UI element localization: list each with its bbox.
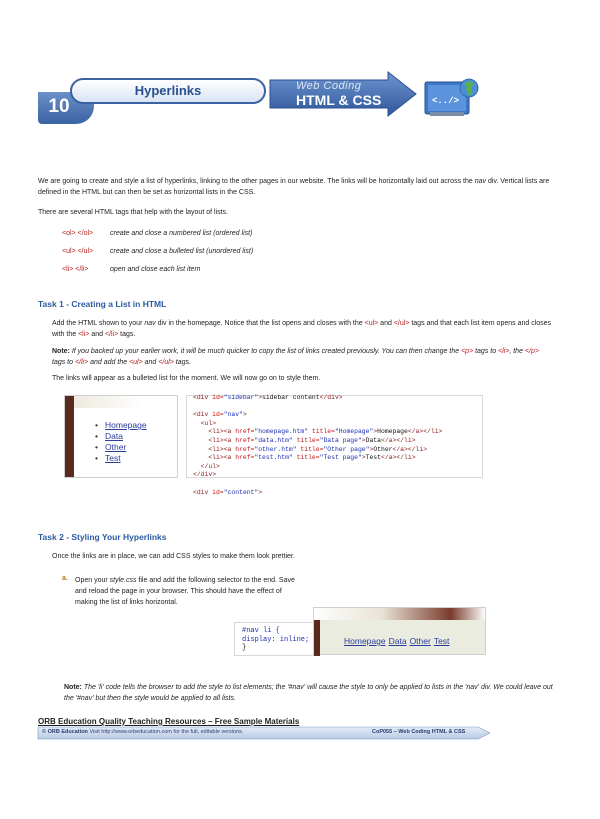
task-1-paragraph — [52, 318, 552, 340]
screenshot-2-banner — [314, 608, 485, 620]
screenshot-banner — [65, 396, 177, 408]
note-text-g: tags. — [173, 359, 191, 366]
code-line: <div id="nav"> — [193, 411, 247, 419]
note-tag-li-close: </li> — [74, 359, 89, 366]
screenshot-sidebar — [65, 396, 74, 477]
task-2-paragraph: Once the links are in place, we can add CSS styles to make them look prettier. — [52, 553, 295, 560]
inline-link-other[interactable]: Other — [409, 636, 431, 646]
tag-ol: <ol> </ol> — [62, 230, 94, 237]
css-selector: #nav li { — [242, 627, 280, 635]
footer-right: CoP055 – Web Coding HTML & CSS — [372, 729, 466, 735]
intro-text-cont: div. Vertical lists are defined in the HTML but can then be set as horizontal lists in the CSS. — [38, 178, 550, 196]
footer-visit-text[interactable]: Visit http://www.orbeducation.com for the full, editable versions. — [87, 729, 244, 735]
tag-ul: <ul> </ul> — [62, 248, 94, 255]
list-link-other[interactable]: • Other — [95, 442, 147, 453]
footer-title: ORB Education Quality Teaching Resources – Free Sample Materials — [38, 717, 300, 726]
t1-text-f: tags. — [118, 331, 136, 338]
t1-tag-li-open: <li> — [78, 331, 90, 338]
t1-text-b: div in the homepage. Notice that the list opens and closes with the — [155, 320, 365, 327]
step-a-text-2: file and add the following selector to the end. Save and reload the page in your browser. This should have the effect of making the list of links horizontal. — [75, 577, 295, 606]
intro-text: We are going to create and style a list of hyperlinks, linking to the other pages in our website. The links will be horizontally laid out across the — [38, 178, 475, 185]
note-2-text: The 'li' code tells the browser to add the style to list elements; the '#nav' will cause the style to only be applied to lists in the 'nav' div. We could leave out the '#nav' but then the style would be applied to all lists. — [64, 684, 553, 702]
monitor-globe-icon — [424, 78, 478, 120]
screenshot-2-sidebar — [314, 620, 320, 656]
task-1-heading: Task 1 - Creating a List in HTML — [38, 299, 167, 309]
note-text-a: If you backed up your earlier work, it will be much quicker to copy the list of links created previously. You can then change the — [69, 348, 462, 355]
inline-link-homepage[interactable]: Homepage — [344, 636, 386, 646]
tag-ol-desc: create and close a numbered list (ordered list) — [110, 230, 253, 237]
t1-tag-li-close: </li> — [104, 331, 119, 338]
code-line: <div id="content"> — [193, 488, 263, 496]
brand-web-coding: Web Coding — [296, 80, 362, 92]
css-code-block — [234, 622, 316, 656]
note-text-f: and — [142, 359, 159, 366]
tag-ul-desc: create and close a bulleted list (unordered list) — [110, 248, 254, 255]
task-1-paragraph-2: The links will appear as a bulleted list for the moment. We will now go on to style them. — [52, 375, 321, 382]
step-a-filename: style.css — [109, 577, 137, 584]
code-line: <li><a href="homepage.htm" title="Homepage">Homepage</a></li> — [208, 428, 443, 436]
step-a-text — [75, 575, 305, 608]
note-text-b: tags to — [473, 348, 499, 355]
task-1-note — [52, 346, 552, 368]
code-line: </div> — [193, 471, 217, 479]
step-a-label: a. — [62, 575, 68, 582]
tag-li-desc: open and close each list item — [110, 266, 201, 273]
note-tag-p-close: </p> — [524, 348, 539, 355]
t1-nav-term: nav — [144, 320, 156, 327]
t1-text-a: Add the HTML shown to your — [52, 320, 145, 327]
footer-left — [42, 729, 243, 735]
code-line: <li><a href="test.htm" title="Test page">Test</a></li> — [208, 454, 416, 462]
inline-link-test[interactable]: Test — [433, 636, 450, 646]
css-code — [242, 627, 309, 653]
task-2-heading: Task 2 - Styling Your Hyperlinks — [38, 532, 167, 542]
note-tag-ul: <ul> — [129, 359, 143, 366]
footer-copyright: © ORB Education — [42, 729, 88, 735]
css-close-brace: } — [242, 644, 247, 653]
worksheet-header — [38, 72, 490, 128]
code-line: <ul> — [200, 419, 217, 427]
note-label: Note: — [52, 348, 70, 355]
intro-paragraph — [38, 176, 554, 198]
lesson-number: 10 — [48, 96, 70, 117]
t1-text-d: tags and that each list item opens and closes with the — [52, 320, 552, 338]
task-2-note — [64, 682, 554, 704]
page-title: Hyperlinks — [70, 78, 266, 104]
code-line: <li><a href="other.htm" title="Other page">Other</a></li> — [208, 445, 428, 453]
inline-link-list — [344, 636, 452, 646]
list-link-homepage[interactable]: • Homepage — [95, 420, 147, 431]
html-code — [193, 394, 442, 497]
css-property: display: inline; — [242, 635, 310, 644]
tag-li: <li> </li> — [62, 266, 89, 273]
code-line — [193, 403, 442, 412]
t1-text-c: and — [378, 320, 394, 327]
html-code-block — [186, 394, 483, 496]
code-line — [193, 480, 442, 489]
code-line: <div id="sidebar">sidebar content</div> — [193, 394, 343, 401]
note-text-d: tags to — [52, 359, 75, 366]
note-tag-p: <p> — [461, 348, 474, 355]
inline-list-screenshot — [313, 607, 486, 655]
svg-text:<../>: <../> — [432, 96, 460, 106]
brand-html-css: HTML & CSS — [296, 92, 382, 108]
t1-tag-ul-open: <ul> — [364, 320, 379, 327]
intro-paragraph-2: There are several HTML tags that help with the layout of lists. — [38, 209, 228, 216]
note-text-e: and add the — [88, 359, 130, 366]
note-2-label: Note: — [64, 684, 82, 691]
code-line: <li><a href="data.htm" title="Data page">Data</a></li> — [208, 436, 416, 444]
intro-nav-term: nav — [474, 178, 486, 185]
inline-link-data[interactable]: Data — [388, 636, 407, 646]
bulleted-link-list — [95, 420, 147, 464]
note-tag-li: <li> — [498, 348, 510, 355]
note-tag-ul-close: </ul> — [158, 359, 174, 366]
t1-tag-ul-close: </ul> — [393, 320, 410, 327]
list-link-test[interactable]: • Test — [95, 453, 147, 464]
note-text-c: , the — [509, 348, 525, 355]
bulleted-list-screenshot — [64, 395, 178, 478]
t1-text-e: and — [89, 331, 105, 338]
list-link-data[interactable]: • Data — [95, 431, 147, 442]
code-line: </ul> — [200, 462, 220, 470]
step-a-text-1: Open your — [75, 577, 110, 584]
